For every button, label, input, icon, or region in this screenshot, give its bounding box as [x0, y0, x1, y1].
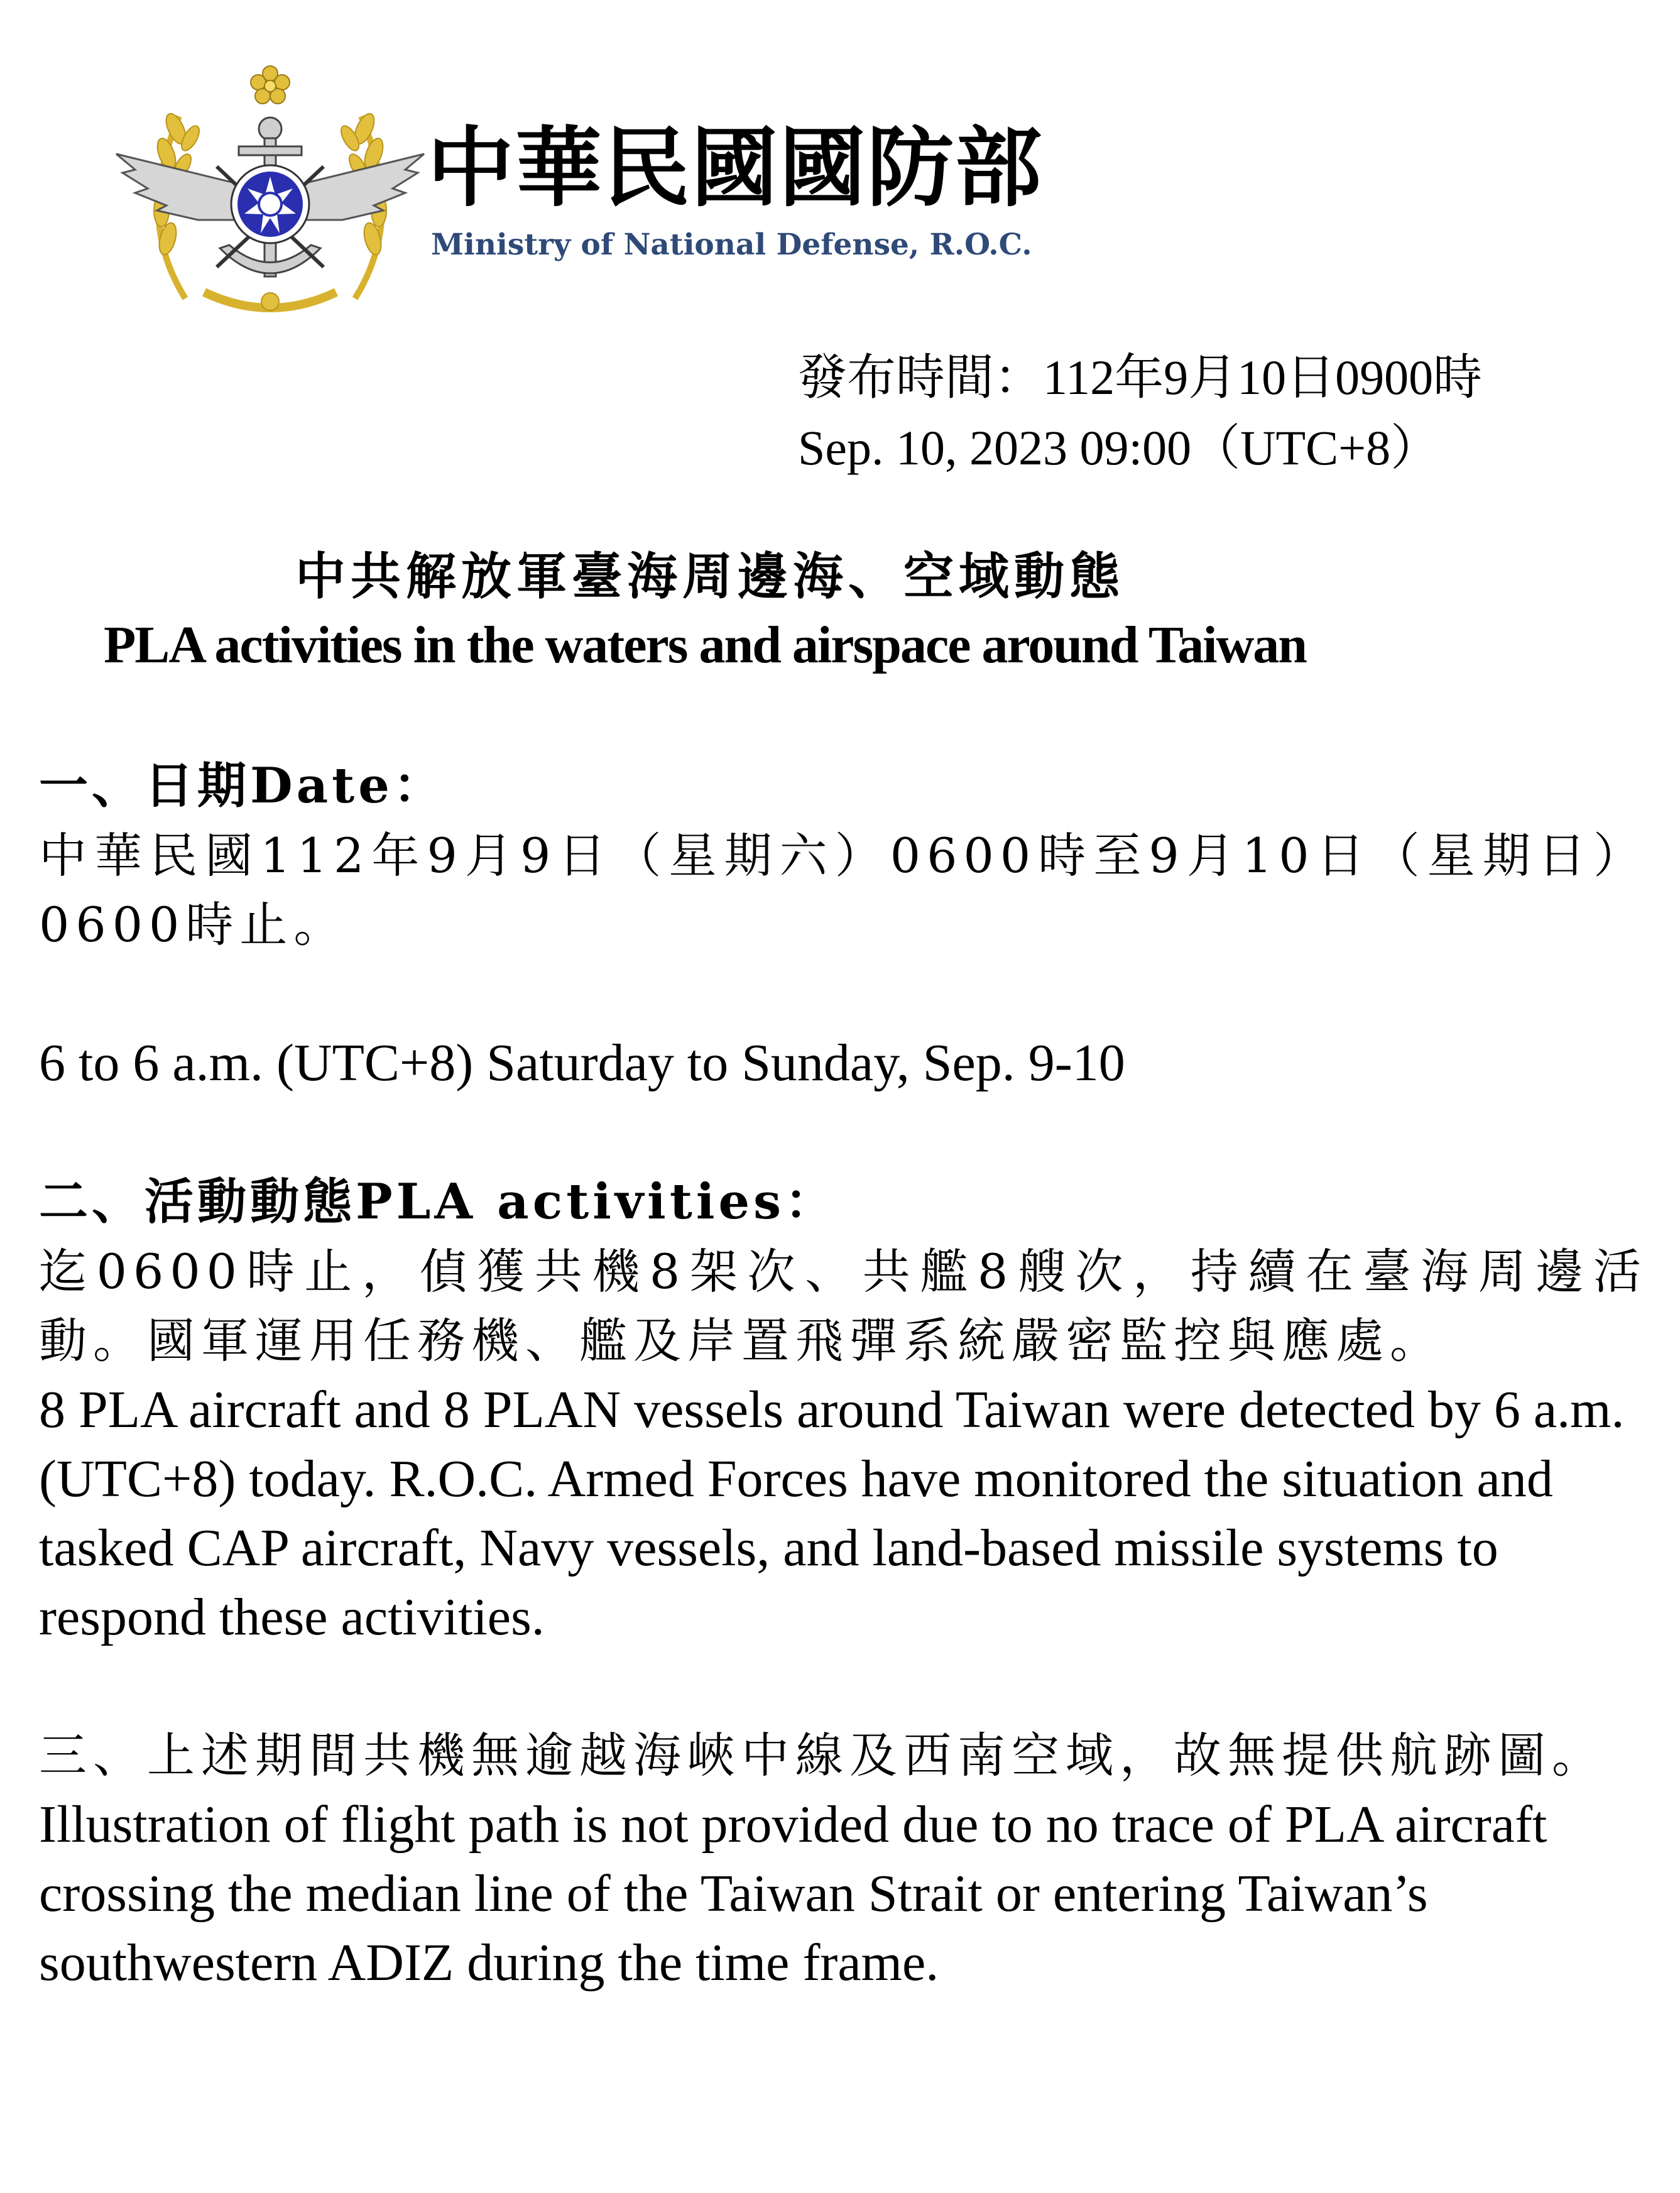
document-title-en: PLA activities in the waters and airspace around Taiwan [104, 616, 1306, 674]
mnd-emblem-icon [110, 60, 430, 317]
section-text-zh: 三、上述期間共機無逾越海峽中線及西南空域，故無提供航跡圖。 [39, 1727, 1606, 1783]
release-time-en: Sep. 10, 2023 09:00（UTC+8） [798, 420, 1440, 475]
section-heading: 二、活動動態PLA activities： [39, 1173, 838, 1230]
section-text-en: 8 PLA aircraft and 8 PLAN vessels around Taiwan were detected by 6 a.m.(UTC+8) today. R.O.C. Armed Forces have monitored the situation and tasked CAP aircraft, Navy vessels, and land-based missile systems to respond these activities. [39, 1381, 1625, 1646]
document-title-zh: 中共解放軍臺海周邊海、空域動態 [295, 547, 1125, 606]
section-heading: 一、日期Date： [39, 757, 446, 814]
section-text-zh: 迄0600時止，偵獲共機8架次、共艦8艘次，持續在臺海周邊活動。國軍運用任務機、艦及岸置飛彈系統嚴密監控與應處。 [39, 1244, 1647, 1369]
section-activities [39, 1167, 1647, 1652]
section-text-zh: 中華民國112年9月9日（星期六）0600時至9月10日（星期日）0600時止。 [39, 828, 1647, 953]
release-time [798, 342, 1482, 483]
org-name-english: Ministry of National Defense, R.O.C. [431, 227, 1032, 262]
section-date [39, 751, 1647, 1098]
section-text-en: 6 to 6 a.m. (UTC+8) Saturday to Sunday, Sep. 9-10 [39, 1034, 1125, 1092]
org-name-chinese: 中華民國國防部 [427, 118, 1044, 219]
release-time-zh: 發布時間：112年9月10日0900時 [798, 350, 1483, 405]
document-body [39, 751, 1647, 1998]
section-flight-path [39, 1721, 1647, 1998]
section-text-en: Illustration of flight path is not provided due to no trace of PLA aircraft crossing the median line of the Taiwan Strait or entering Taiwan’s southwestern ADIZ during the time frame. [39, 1795, 1547, 1992]
